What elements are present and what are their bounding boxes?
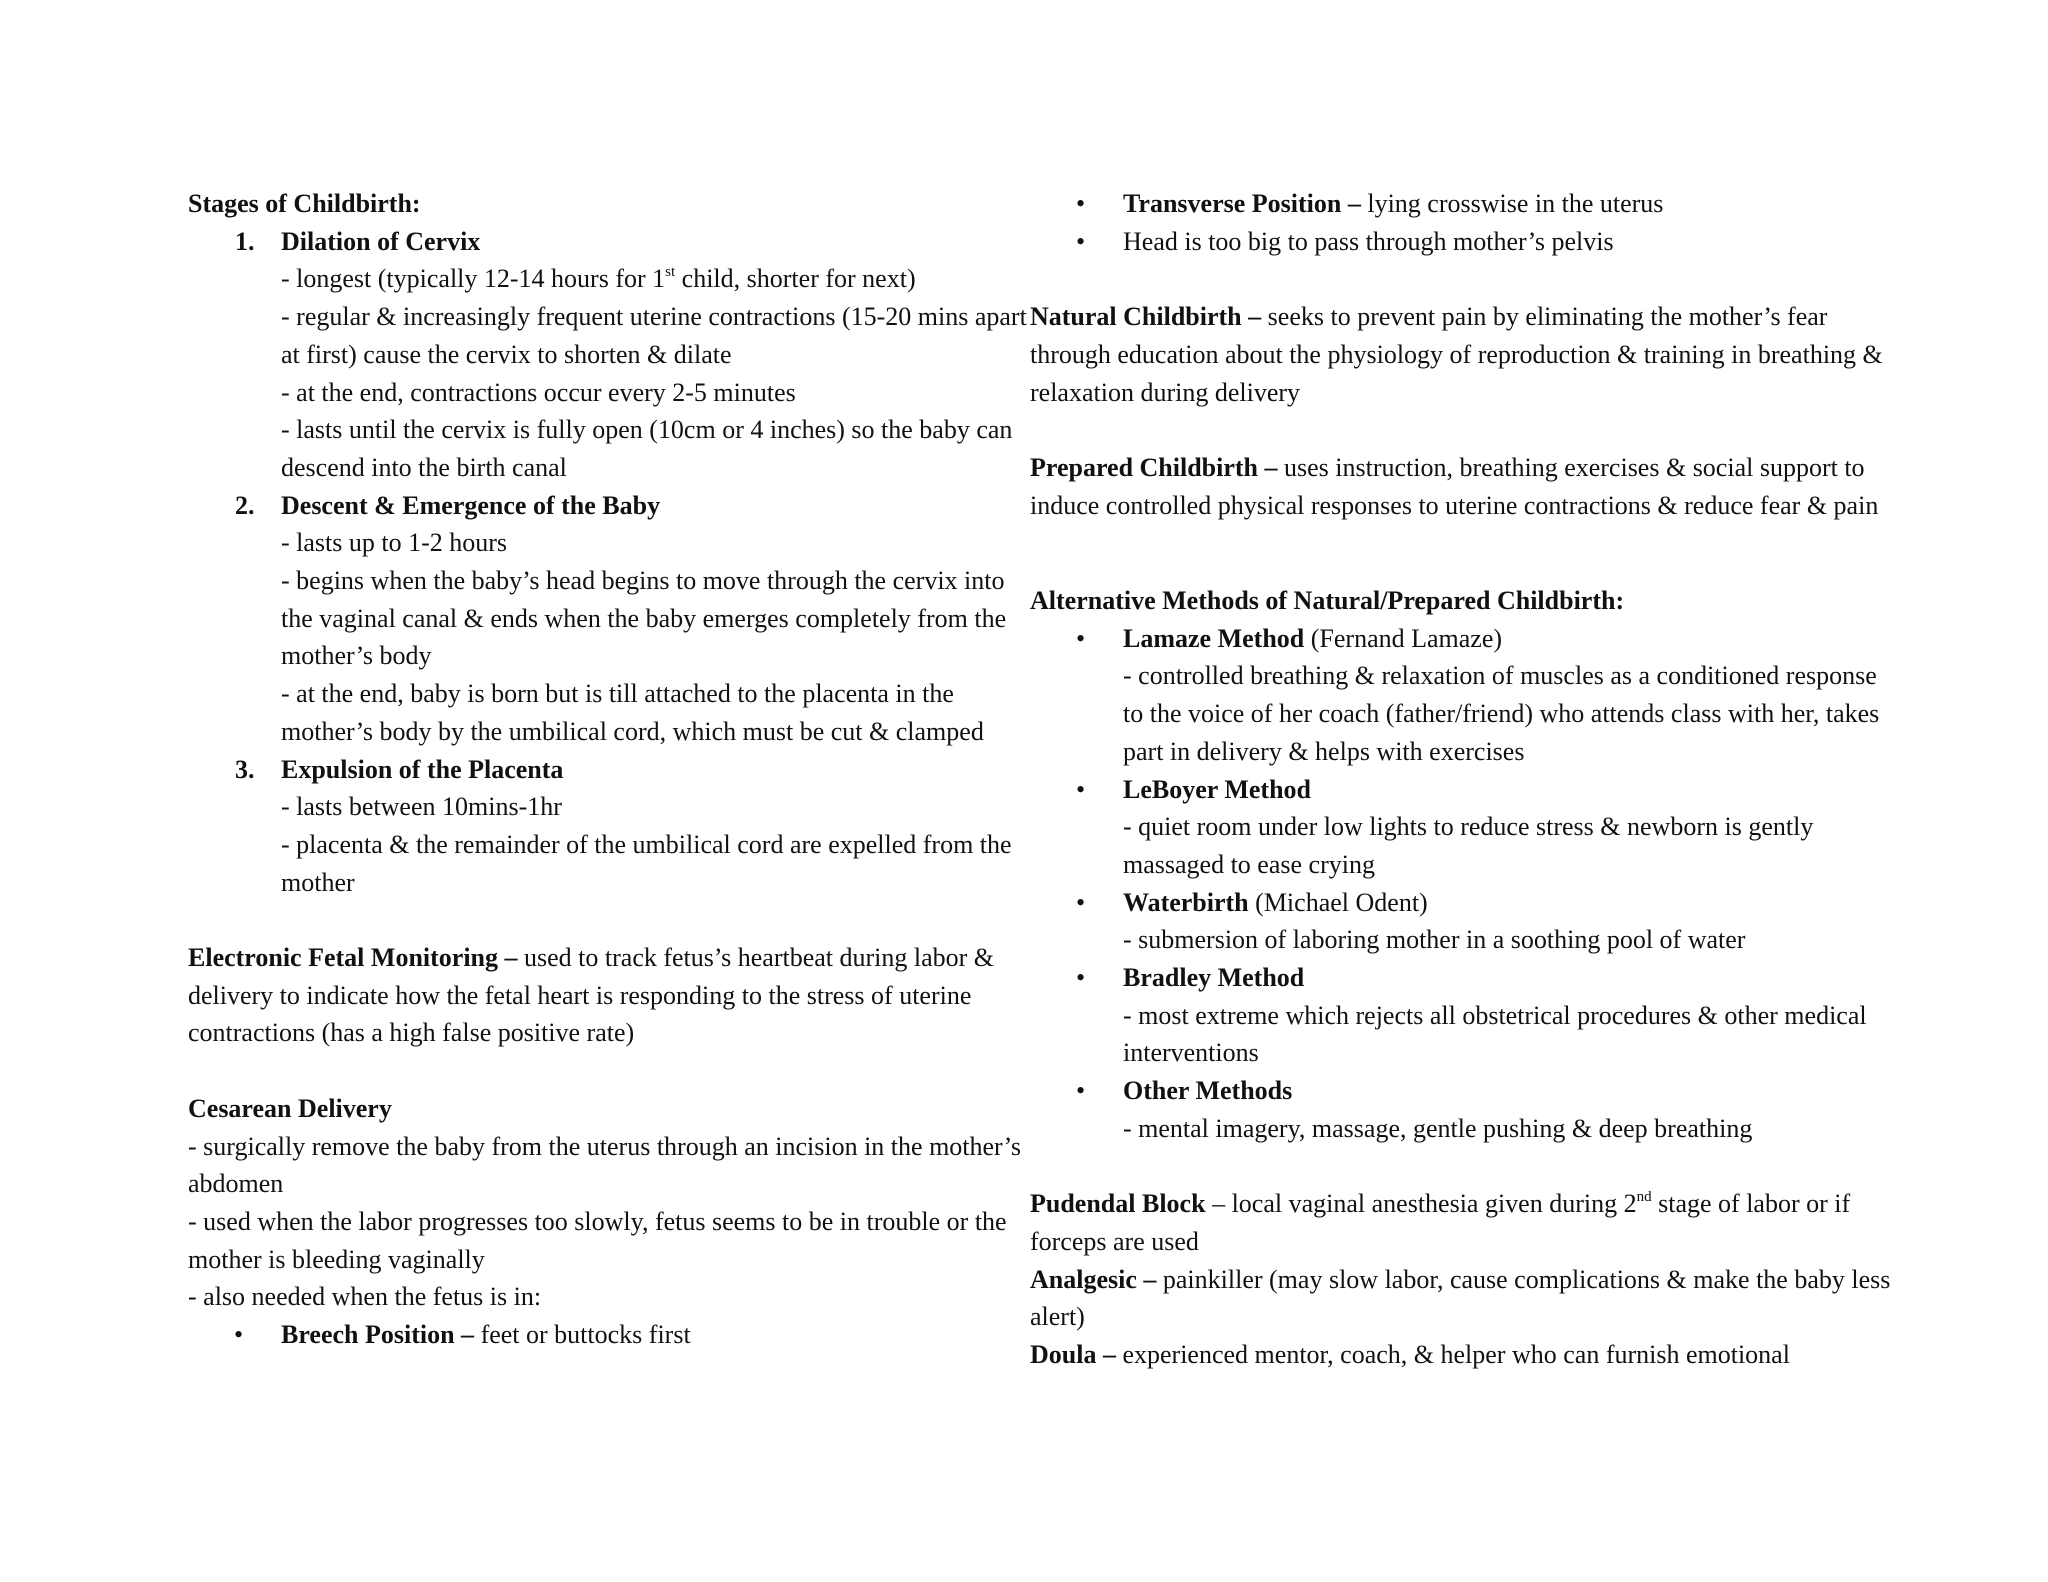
efm-paragraph: Electronic Fetal Monitoring – used to track fetus’s heartbeat during labor & delivery to indicate how the fetal heart is responding to the stress of uterine contractions (has a high false positive rate) — [188, 943, 995, 1048]
cesarean-heading: Cesarean Delivery — [188, 1093, 392, 1123]
stage-detail: - at the end, contractions occur every 2-5 minutes — [281, 377, 796, 407]
right-column — [1030, 185, 1900, 1374]
list-item-leboyer: • LeBoyer Method - quiet room under low lights to reduce stress & newborn is gently massaged to ease crying — [1030, 771, 1900, 884]
stages-heading: Stages of Childbirth: — [188, 189, 421, 218]
stage-title: Expulsion of the Placenta — [281, 754, 564, 784]
stage-item-3 — [188, 751, 1030, 902]
list-item-other: • Other Methods - mental imagery, massage, gentle pushing & deep breathing — [1030, 1072, 1900, 1147]
prepared-childbirth-paragraph: Prepared Childbirth – uses instruction, breathing exercises & social support to induce controlled physical responses to uterine contractions & reduce fear & pain — [1030, 452, 1879, 520]
cesarean-detail: - also needed when the fetus is in: — [188, 1282, 542, 1312]
stage-number: 1. — [235, 226, 255, 256]
bullet-icon: • — [1076, 1076, 1086, 1106]
bullet-icon: • — [234, 1320, 244, 1350]
cesarean-detail: - surgically remove the baby from the uterus through an incision in the mother’s abdomen — [188, 1131, 1022, 1199]
stage-item-2 — [188, 487, 1030, 751]
stage-detail: - placenta & the remainder of the umbilical cord are expelled from the mother — [281, 829, 1012, 897]
cesarean-detail: - used when the labor progresses too slowly, fetus seems to be in trouble or the mother is bleeding vaginally — [188, 1206, 1007, 1274]
list-item-bradley: • Bradley Method - most extreme which rejects all obstetrical procedures & other medical interventions — [1030, 959, 1900, 1072]
bullet-icon: • — [1076, 774, 1086, 804]
stage-detail: - lasts up to 1-2 hours — [281, 528, 508, 558]
list-item-breech: • Breech Position – feet or buttocks first — [188, 1316, 1030, 1354]
pudendal-block-paragraph: Pudendal Block – local vaginal anesthesia given during 2nd stage of labor or if forceps are used — [1030, 1189, 1851, 1256]
bullet-icon: • — [1076, 623, 1086, 653]
stage-number: 3. — [235, 754, 255, 784]
stage-detail: - regular & increasingly frequent uterine contractions (15-20 mins apart at first) cause the cervix to shorten & dilate — [281, 302, 1027, 369]
stage-title: Descent & Emergence of the Baby — [281, 490, 661, 520]
stage-detail: - longest (typically 12-14 hours for 1st child, shorter for next) — [281, 264, 916, 294]
stage-detail: - lasts until the cervix is fully open (10cm or 4 inches) so the baby can descend into the birth canal — [281, 415, 1013, 482]
stage-detail: - lasts between 10mins-1hr — [281, 792, 562, 822]
list-item-transverse: • Transverse Position – lying crosswise in the uterus — [1030, 185, 1900, 223]
stage-detail: - begins when the baby’s head begins to move through the cervix into the vaginal canal & ends when the baby emerges completely from the mother’s body — [281, 566, 1007, 671]
stage-detail: - at the end, baby is born but is till attached to the placenta in the mother’s body by the umbilical cord, which must be cut & clamped — [281, 679, 984, 746]
list-item-lamaze: • Lamaze Method (Fernand Lamaze) - controlled breathing & relaxation of muscles as a conditioned response to the voice of her coach (father/friend) who attends class with her, takes part in delivery & helps with exercises — [1030, 620, 1900, 771]
left-column — [188, 185, 1030, 1354]
bullet-icon: • — [1076, 189, 1086, 218]
stage-item-1 — [188, 223, 1030, 487]
bullet-icon: • — [1076, 887, 1086, 917]
alternative-methods-heading: Alternative Methods of Natural/Prepared Childbirth: — [1030, 585, 1625, 615]
analgesic-paragraph: Analgesic – painkiller (may slow labor, cause complications & make the baby less alert) — [1030, 1264, 1891, 1332]
list-item-head-size: • Head is too big to pass through mother’s pelvis — [1030, 223, 1900, 261]
stage-title: Dilation of Cervix — [281, 226, 481, 256]
natural-childbirth-paragraph: Natural Childbirth – seeks to prevent pain by eliminating the mother’s fear through education about the physiology of reproduction & training in breathing & relaxation during delivery — [1030, 302, 1883, 407]
stage-number: 2. — [235, 490, 255, 520]
bullet-icon: • — [1076, 226, 1086, 256]
doula-paragraph: Doula – experienced mentor, coach, & helper who can furnish emotional — [1030, 1340, 1790, 1370]
bullet-icon: • — [1076, 963, 1086, 993]
list-item-waterbirth: • Waterbirth (Michael Odent) - submersion of laboring mother in a soothing pool of water — [1030, 884, 1900, 959]
